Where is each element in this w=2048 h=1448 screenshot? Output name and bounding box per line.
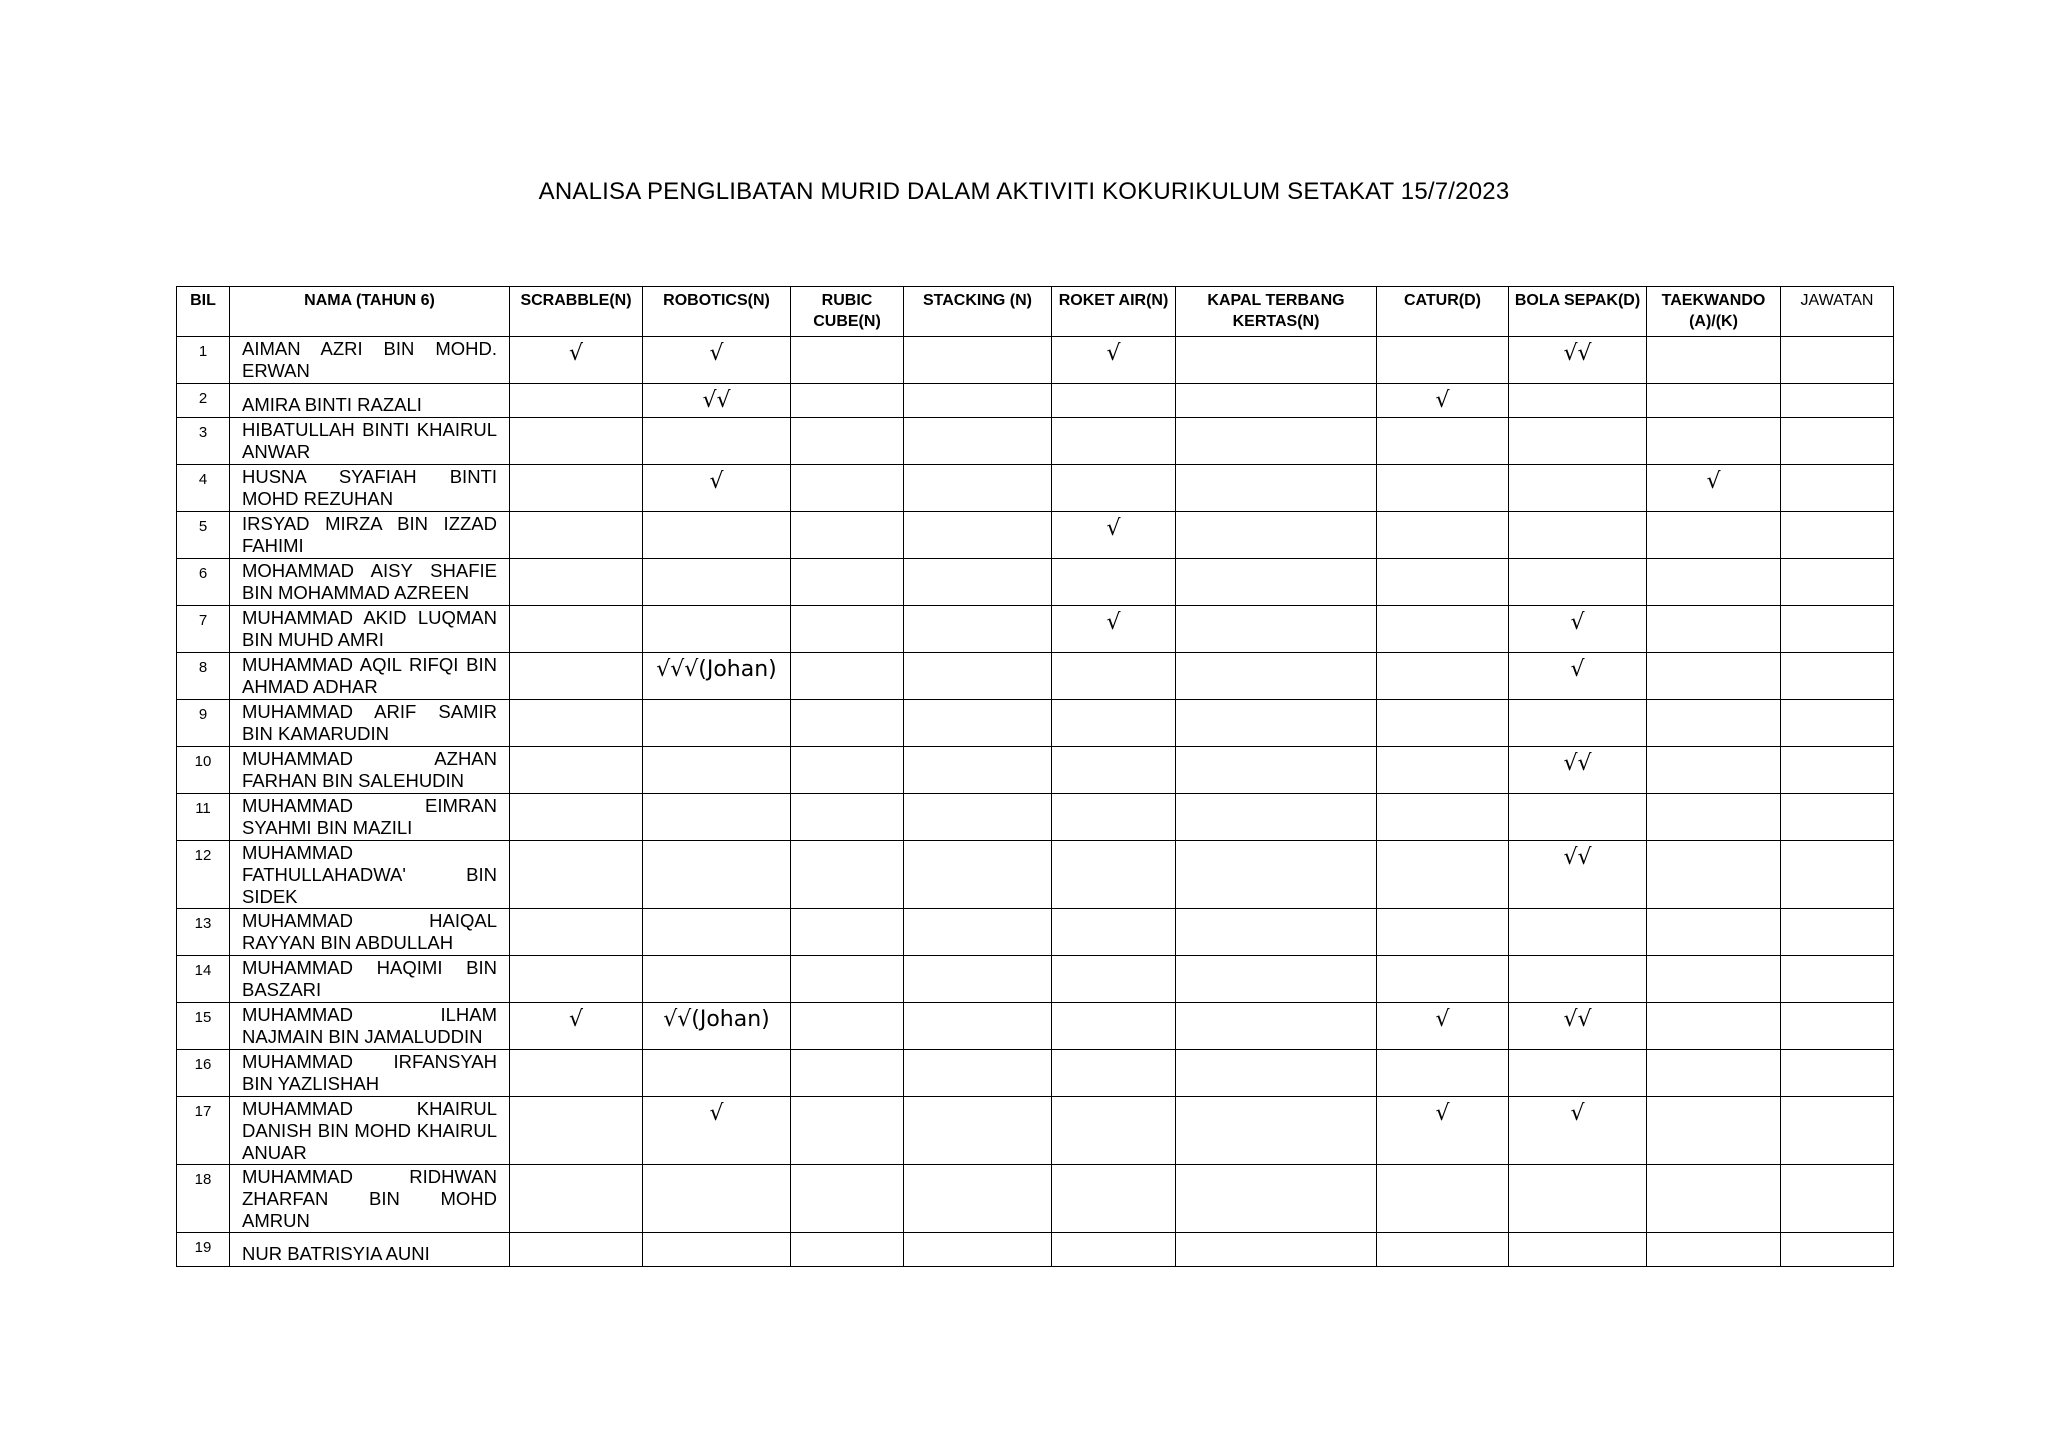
cell-scrabble xyxy=(510,1165,643,1233)
cell-catur xyxy=(1377,909,1509,956)
cell-roket-air: √ xyxy=(1052,512,1176,559)
cell-bola-sepak: √ xyxy=(1509,1097,1647,1165)
cell-kapal-terbang xyxy=(1176,512,1377,559)
cell-scrabble xyxy=(510,418,643,465)
cell-kapal-terbang xyxy=(1176,418,1377,465)
student-name: MUHAMMAD FATHULLAHADWA' BIN SIDEK xyxy=(230,841,510,909)
table-row xyxy=(177,956,1894,1003)
cell-scrabble xyxy=(510,606,643,653)
cell-rubic-cube xyxy=(791,465,904,512)
cell-jawatan xyxy=(1781,1097,1894,1165)
cell-stacking xyxy=(904,337,1052,384)
header-row xyxy=(177,287,1894,337)
cell-rubic-cube xyxy=(791,1165,904,1233)
cell-catur xyxy=(1377,337,1509,384)
cell-roket-air: √ xyxy=(1052,606,1176,653)
table-row xyxy=(177,512,1894,559)
cell-taekwando xyxy=(1647,700,1781,747)
cell-bola-sepak xyxy=(1509,384,1647,418)
cell-rubic-cube xyxy=(791,418,904,465)
cell-bola-sepak xyxy=(1509,1050,1647,1097)
cell-kapal-terbang xyxy=(1176,1097,1377,1165)
cell-catur xyxy=(1377,512,1509,559)
cell-rubic-cube xyxy=(791,1097,904,1165)
cell-bola-sepak: √ xyxy=(1509,606,1647,653)
cell-roket-air xyxy=(1052,1097,1176,1165)
cell-scrabble xyxy=(510,1097,643,1165)
cell-roket-air xyxy=(1052,418,1176,465)
cell-stacking xyxy=(904,606,1052,653)
table-row xyxy=(177,653,1894,700)
row-number: 14 xyxy=(177,956,230,1003)
cell-bola-sepak xyxy=(1509,794,1647,841)
cell-rubic-cube xyxy=(791,747,904,794)
row-number: 16 xyxy=(177,1050,230,1097)
cell-stacking xyxy=(904,841,1052,909)
column-header-bil: BIL xyxy=(177,287,230,337)
cell-catur xyxy=(1377,653,1509,700)
table-row xyxy=(177,384,1894,418)
cell-stacking xyxy=(904,909,1052,956)
cell-bola-sepak xyxy=(1509,1233,1647,1267)
cell-bola-sepak: √√ xyxy=(1509,337,1647,384)
cell-roket-air xyxy=(1052,1050,1176,1097)
cell-stacking xyxy=(904,1233,1052,1267)
cell-bola-sepak xyxy=(1509,956,1647,1003)
student-name: MUHAMMAD ARIF SAMIR BIN KAMARUDIN xyxy=(230,700,510,747)
cell-bola-sepak xyxy=(1509,418,1647,465)
cell-bola-sepak: √ xyxy=(1509,653,1647,700)
student-name: MUHAMMAD KHAIRUL DANISH BIN MOHD KHAIRUL ANUAR xyxy=(230,1097,510,1165)
cell-jawatan xyxy=(1781,384,1894,418)
cell-roket-air xyxy=(1052,1165,1176,1233)
cell-robotics xyxy=(643,1233,791,1267)
cell-taekwando xyxy=(1647,841,1781,909)
student-name: IRSYAD MIRZA BIN IZZAD FAHIMI xyxy=(230,512,510,559)
cell-scrabble xyxy=(510,465,643,512)
table-row xyxy=(177,1233,1894,1267)
row-number: 7 xyxy=(177,606,230,653)
cell-robotics: √ xyxy=(643,337,791,384)
row-number: 10 xyxy=(177,747,230,794)
cell-scrabble xyxy=(510,512,643,559)
cell-robotics xyxy=(643,794,791,841)
cell-roket-air xyxy=(1052,700,1176,747)
cell-bola-sepak xyxy=(1509,909,1647,956)
cell-scrabble xyxy=(510,794,643,841)
cell-jawatan xyxy=(1781,700,1894,747)
table-row xyxy=(177,1097,1894,1165)
cell-rubic-cube xyxy=(791,909,904,956)
column-header-jawatan: JAWATAN xyxy=(1781,287,1894,337)
document-title: ANALISA PENGLIBATAN MURID DALAM AKTIVITI KOKURIKULUM SETAKAT 15/7/2023 xyxy=(538,178,1510,205)
cell-stacking xyxy=(904,747,1052,794)
student-name: MUHAMMAD AQIL RIFQI BIN AHMAD ADHAR xyxy=(230,653,510,700)
cell-kapal-terbang xyxy=(1176,337,1377,384)
column-header-scrabble: SCRABBLE(N) xyxy=(510,287,643,337)
cell-stacking xyxy=(904,512,1052,559)
cell-taekwando xyxy=(1647,1165,1781,1233)
table-row xyxy=(177,747,1894,794)
cell-roket-air xyxy=(1052,559,1176,606)
cell-rubic-cube xyxy=(791,559,904,606)
cell-taekwando xyxy=(1647,337,1781,384)
cell-bola-sepak xyxy=(1509,512,1647,559)
table-row xyxy=(177,559,1894,606)
cell-stacking xyxy=(904,1165,1052,1233)
cell-jawatan xyxy=(1781,747,1894,794)
cell-scrabble xyxy=(510,384,643,418)
cell-taekwando xyxy=(1647,747,1781,794)
cell-catur xyxy=(1377,794,1509,841)
cell-catur xyxy=(1377,559,1509,606)
cell-roket-air xyxy=(1052,841,1176,909)
cell-kapal-terbang xyxy=(1176,465,1377,512)
table-row xyxy=(177,1050,1894,1097)
column-header-robotics: ROBOTICS(N) xyxy=(643,287,791,337)
cell-rubic-cube xyxy=(791,794,904,841)
student-name: NUR BATRISYIA AUNI xyxy=(230,1233,510,1267)
cell-taekwando xyxy=(1647,384,1781,418)
cell-scrabble xyxy=(510,559,643,606)
row-number: 15 xyxy=(177,1003,230,1050)
cell-kapal-terbang xyxy=(1176,653,1377,700)
cell-kapal-terbang xyxy=(1176,1165,1377,1233)
cell-scrabble xyxy=(510,1233,643,1267)
cell-taekwando xyxy=(1647,653,1781,700)
row-number: 17 xyxy=(177,1097,230,1165)
cell-scrabble: √ xyxy=(510,337,643,384)
row-number: 6 xyxy=(177,559,230,606)
cell-scrabble xyxy=(510,909,643,956)
table-body xyxy=(177,337,1894,1267)
cell-taekwando xyxy=(1647,909,1781,956)
cell-robotics xyxy=(643,747,791,794)
student-name: MUHAMMAD AKID LUQMAN BIN MUHD AMRI xyxy=(230,606,510,653)
table-row xyxy=(177,465,1894,512)
cell-stacking xyxy=(904,956,1052,1003)
cell-stacking xyxy=(904,1097,1052,1165)
cell-jawatan xyxy=(1781,337,1894,384)
cell-rubic-cube xyxy=(791,956,904,1003)
cell-kapal-terbang xyxy=(1176,1233,1377,1267)
row-number: 18 xyxy=(177,1165,230,1233)
cell-roket-air xyxy=(1052,384,1176,418)
student-name: MOHAMMAD AISY SHAFIE BIN MOHAMMAD AZREEN xyxy=(230,559,510,606)
cell-catur: √ xyxy=(1377,384,1509,418)
cell-catur: √ xyxy=(1377,1003,1509,1050)
row-number: 5 xyxy=(177,512,230,559)
cell-taekwando xyxy=(1647,1097,1781,1165)
cell-robotics: √√ xyxy=(643,384,791,418)
cell-jawatan xyxy=(1781,1233,1894,1267)
cell-roket-air xyxy=(1052,909,1176,956)
cell-catur xyxy=(1377,465,1509,512)
cell-bola-sepak: √√ xyxy=(1509,1003,1647,1050)
table-row xyxy=(177,1003,1894,1050)
cell-stacking xyxy=(904,465,1052,512)
cell-rubic-cube xyxy=(791,512,904,559)
cell-kapal-terbang xyxy=(1176,700,1377,747)
cell-jawatan xyxy=(1781,1165,1894,1233)
cell-catur xyxy=(1377,700,1509,747)
cell-scrabble xyxy=(510,1050,643,1097)
table-row xyxy=(177,606,1894,653)
cell-kapal-terbang xyxy=(1176,1050,1377,1097)
cell-scrabble xyxy=(510,747,643,794)
row-number: 2 xyxy=(177,384,230,418)
cell-catur xyxy=(1377,1050,1509,1097)
cell-roket-air: √ xyxy=(1052,337,1176,384)
cell-robotics xyxy=(643,559,791,606)
student-name: HUSNA SYAFIAH BINTI MOHD REZUHAN xyxy=(230,465,510,512)
cell-jawatan xyxy=(1781,794,1894,841)
cell-roket-air xyxy=(1052,956,1176,1003)
student-name: AMIRA BINTI RAZALI xyxy=(230,384,510,418)
cell-jawatan xyxy=(1781,512,1894,559)
cell-robotics: √√√(Johan) xyxy=(643,653,791,700)
cell-scrabble xyxy=(510,956,643,1003)
cell-robotics xyxy=(643,606,791,653)
cell-catur xyxy=(1377,418,1509,465)
cell-taekwando xyxy=(1647,512,1781,559)
cell-scrabble xyxy=(510,653,643,700)
cell-robotics xyxy=(643,909,791,956)
cell-jawatan xyxy=(1781,418,1894,465)
cell-kapal-terbang xyxy=(1176,559,1377,606)
cell-bola-sepak xyxy=(1509,465,1647,512)
cell-stacking xyxy=(904,1003,1052,1050)
cell-rubic-cube xyxy=(791,1233,904,1267)
row-number: 12 xyxy=(177,841,230,909)
cell-jawatan xyxy=(1781,653,1894,700)
cell-rubic-cube xyxy=(791,606,904,653)
cell-robotics xyxy=(643,1050,791,1097)
cell-catur xyxy=(1377,956,1509,1003)
cell-bola-sepak xyxy=(1509,559,1647,606)
cell-robotics xyxy=(643,700,791,747)
cell-robotics: √√(Johan) xyxy=(643,1003,791,1050)
row-number: 9 xyxy=(177,700,230,747)
cell-jawatan xyxy=(1781,559,1894,606)
cell-robotics xyxy=(643,418,791,465)
row-number: 1 xyxy=(177,337,230,384)
table-row xyxy=(177,700,1894,747)
cell-rubic-cube xyxy=(791,1003,904,1050)
cell-kapal-terbang xyxy=(1176,909,1377,956)
cell-roket-air xyxy=(1052,653,1176,700)
table-row xyxy=(177,1165,1894,1233)
cell-jawatan xyxy=(1781,956,1894,1003)
cell-jawatan xyxy=(1781,1003,1894,1050)
cell-rubic-cube xyxy=(791,337,904,384)
cell-roket-air xyxy=(1052,465,1176,512)
cell-kapal-terbang xyxy=(1176,841,1377,909)
student-name: MUHAMMAD IRFANSYAH BIN YAZLISHAH xyxy=(230,1050,510,1097)
column-header-rubic-cube: RUBIC CUBE(N) xyxy=(791,287,904,337)
cell-robotics: √ xyxy=(643,1097,791,1165)
cell-bola-sepak xyxy=(1509,700,1647,747)
cell-jawatan xyxy=(1781,841,1894,909)
table-row xyxy=(177,841,1894,909)
cell-rubic-cube xyxy=(791,384,904,418)
cell-taekwando xyxy=(1647,1050,1781,1097)
cell-jawatan xyxy=(1781,606,1894,653)
cell-jawatan xyxy=(1781,465,1894,512)
column-header-taekwando: TAEKWANDO (A)/(K) xyxy=(1647,287,1781,337)
cell-robotics xyxy=(643,956,791,1003)
cell-robotics xyxy=(643,512,791,559)
cell-catur xyxy=(1377,1233,1509,1267)
cell-roket-air xyxy=(1052,794,1176,841)
cell-rubic-cube xyxy=(791,841,904,909)
cell-rubic-cube xyxy=(791,1050,904,1097)
cell-stacking xyxy=(904,384,1052,418)
cell-taekwando xyxy=(1647,418,1781,465)
student-name: MUHAMMAD ILHAM NAJMAIN BIN JAMALUDDIN xyxy=(230,1003,510,1050)
cell-taekwando xyxy=(1647,1233,1781,1267)
cell-rubic-cube xyxy=(791,653,904,700)
cell-kapal-terbang xyxy=(1176,606,1377,653)
cell-bola-sepak xyxy=(1509,1165,1647,1233)
participation-table xyxy=(176,286,1894,1267)
table-row xyxy=(177,909,1894,956)
cell-taekwando xyxy=(1647,794,1781,841)
cell-stacking xyxy=(904,794,1052,841)
student-name: MUHAMMAD HAIQAL RAYYAN BIN ABDULLAH xyxy=(230,909,510,956)
cell-scrabble xyxy=(510,841,643,909)
cell-bola-sepak: √√ xyxy=(1509,747,1647,794)
cell-roket-air xyxy=(1052,1233,1176,1267)
column-header-roket-air: ROKET AIR(N) xyxy=(1052,287,1176,337)
cell-roket-air xyxy=(1052,747,1176,794)
cell-catur xyxy=(1377,1165,1509,1233)
cell-catur xyxy=(1377,841,1509,909)
row-number: 4 xyxy=(177,465,230,512)
table-row xyxy=(177,337,1894,384)
row-number: 13 xyxy=(177,909,230,956)
row-number: 11 xyxy=(177,794,230,841)
cell-stacking xyxy=(904,418,1052,465)
student-name: MUHAMMAD EIMRAN SYAHMI BIN MAZILI xyxy=(230,794,510,841)
cell-taekwando xyxy=(1647,559,1781,606)
column-header-nama: NAMA (TAHUN 6) xyxy=(230,287,510,337)
student-name: MUHAMMAD AZHAN FARHAN BIN SALEHUDIN xyxy=(230,747,510,794)
table-row xyxy=(177,418,1894,465)
cell-kapal-terbang xyxy=(1176,956,1377,1003)
cell-taekwando: √ xyxy=(1647,465,1781,512)
cell-robotics: √ xyxy=(643,465,791,512)
cell-jawatan xyxy=(1781,909,1894,956)
cell-bola-sepak: √√ xyxy=(1509,841,1647,909)
cell-taekwando xyxy=(1647,956,1781,1003)
cell-kapal-terbang xyxy=(1176,384,1377,418)
cell-scrabble xyxy=(510,700,643,747)
cell-rubic-cube xyxy=(791,700,904,747)
cell-scrabble: √ xyxy=(510,1003,643,1050)
cell-stacking xyxy=(904,653,1052,700)
student-name: AIMAN AZRI BIN MOHD. ERWAN xyxy=(230,337,510,384)
row-number: 19 xyxy=(177,1233,230,1267)
cell-taekwando xyxy=(1647,1003,1781,1050)
row-number: 3 xyxy=(177,418,230,465)
cell-catur xyxy=(1377,747,1509,794)
cell-stacking xyxy=(904,559,1052,606)
cell-taekwando xyxy=(1647,606,1781,653)
cell-jawatan xyxy=(1781,1050,1894,1097)
student-name: HIBATULLAH BINTI KHAIRUL ANWAR xyxy=(230,418,510,465)
column-header-catur: CATUR(D) xyxy=(1377,287,1509,337)
cell-catur: √ xyxy=(1377,1097,1509,1165)
column-header-stacking: STACKING (N) xyxy=(904,287,1052,337)
column-header-bola-sepak: BOLA SEPAK(D) xyxy=(1509,287,1647,337)
cell-robotics xyxy=(643,841,791,909)
cell-stacking xyxy=(904,700,1052,747)
cell-kapal-terbang xyxy=(1176,794,1377,841)
cell-stacking xyxy=(904,1050,1052,1097)
row-number: 8 xyxy=(177,653,230,700)
cell-kapal-terbang xyxy=(1176,1003,1377,1050)
cell-robotics xyxy=(643,1165,791,1233)
column-header-kapal-terbang: KAPAL TERBANG KERTAS(N) xyxy=(1176,287,1377,337)
cell-roket-air xyxy=(1052,1003,1176,1050)
table-row xyxy=(177,794,1894,841)
cell-catur xyxy=(1377,606,1509,653)
cell-kapal-terbang xyxy=(1176,747,1377,794)
student-name: MUHAMMAD HAQIMI BIN BASZARI xyxy=(230,956,510,1003)
student-name: MUHAMMAD RIDHWAN ZHARFAN BIN MOHD AMRUN xyxy=(230,1165,510,1233)
